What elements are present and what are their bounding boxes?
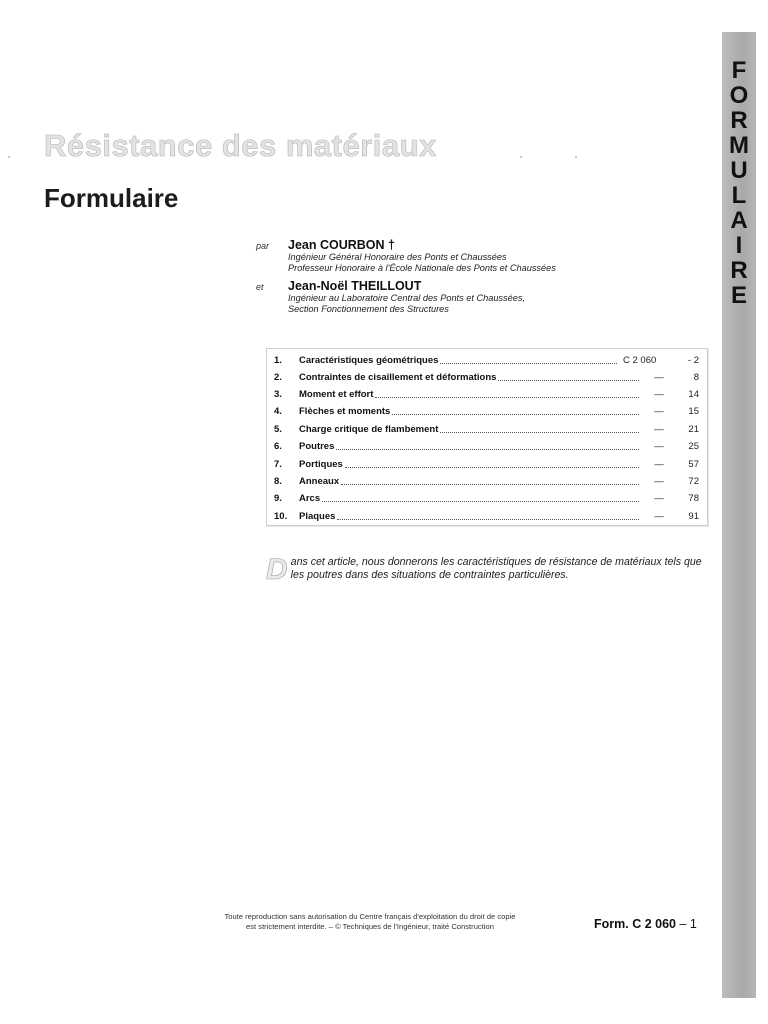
toc-row[interactable] [274, 387, 699, 401]
toc-number: 4. [274, 405, 282, 417]
abstract-paragraph [266, 553, 706, 586]
toc-ref: — [654, 475, 664, 487]
toc-title: Poutres [299, 440, 335, 452]
author-affiliation: Ingénieur Général Honoraire des Ponts et Chaussées [288, 252, 507, 262]
toc-title: Portiques [299, 458, 343, 470]
toc-row[interactable] [274, 353, 699, 367]
side-letter: A [730, 207, 748, 234]
toc-row[interactable] [274, 404, 699, 418]
copyright-line: est strictement interdite. – © Techniques de l'Ingénieur, traité Construction [246, 921, 494, 931]
toc-page: 72 [688, 475, 699, 487]
scan-speck [520, 156, 522, 158]
copyright-notice [180, 912, 560, 931]
toc-leader [337, 518, 639, 520]
toc-row[interactable] [274, 491, 699, 505]
toc-page: 14 [688, 388, 699, 400]
toc-title: Flèches et moments [299, 405, 391, 417]
toc-row[interactable] [274, 509, 699, 523]
form-reference: Form. C 2 060 [594, 917, 676, 931]
table-of-contents [266, 348, 708, 526]
toc-page: 15 [688, 405, 699, 417]
toc-page: 21 [688, 423, 699, 435]
toc-number: 10. [274, 510, 288, 522]
toc-page: 57 [688, 458, 699, 470]
toc-ref: — [654, 371, 664, 383]
side-letter: U [730, 157, 748, 184]
toc-number: 5. [274, 423, 282, 435]
toc-ref: — [654, 440, 664, 452]
page-reference [594, 917, 697, 931]
author-affiliation: Ingénieur au Laboratoire Central des Ponts et Chaussées, [288, 293, 525, 303]
document-title: Résistance des matériaux [44, 128, 437, 163]
side-letter: M [729, 132, 749, 159]
toc-ref: — [654, 510, 664, 522]
toc-page: - 2 [687, 354, 699, 366]
toc-ref: — [654, 388, 664, 400]
side-letter: F [731, 57, 747, 84]
toc-leader [345, 466, 639, 468]
abstract-text: ans cet article, nous donnerons les caractéristiques de résistance de matériaux tels que les poutres dans des situations de contraintes particulières. [290, 556, 702, 581]
toc-leader [336, 448, 639, 450]
toc-ref: — [654, 405, 664, 417]
toc-ref: — [654, 423, 664, 435]
toc-number: 8. [274, 475, 282, 487]
toc-row[interactable] [274, 370, 699, 384]
toc-number: 6. [274, 440, 282, 452]
toc-ref: — [654, 458, 664, 470]
toc-leader [341, 483, 639, 485]
page-number: – 1 [679, 917, 697, 931]
toc-leader [392, 413, 639, 415]
toc-title: Arcs [299, 492, 321, 504]
toc-ref: — [654, 492, 664, 504]
author-affiliation: Section Fonctionnement des Structures [288, 304, 449, 314]
toc-leader [375, 396, 639, 398]
toc-row[interactable] [274, 474, 699, 488]
toc-number: 1. [274, 354, 282, 366]
author-affiliation: Professeur Honoraire à l'École Nationale des Ponts et Chaussées [288, 263, 556, 273]
toc-ref: C 2 060 [623, 354, 657, 366]
toc-page: 8 [693, 371, 699, 383]
toc-row[interactable] [274, 422, 699, 436]
toc-leader [440, 431, 639, 433]
toc-title: Plaques [299, 510, 336, 522]
toc-leader [498, 379, 639, 381]
side-letter: R [730, 107, 748, 134]
toc-row[interactable] [274, 439, 699, 453]
author-prefix: et [256, 282, 264, 292]
toc-leader [322, 500, 639, 502]
scan-speck [575, 156, 577, 158]
toc-leader [440, 362, 617, 364]
toc-title: Caractéristiques géométriques [299, 354, 439, 366]
copyright-line: Toute reproduction sans autorisation du Centre français d'exploitation du droit de copie [224, 912, 516, 921]
toc-row[interactable] [274, 457, 699, 471]
toc-number: 3. [274, 388, 282, 400]
author-name: Jean-Noël THEILLOUT [288, 279, 422, 293]
document-subtitle: Formulaire [44, 183, 179, 213]
toc-title: Moment et effort [299, 388, 374, 400]
toc-page: 91 [688, 510, 699, 522]
side-letter: L [731, 182, 747, 209]
toc-title: Contraintes de cisaillement et déformations [299, 371, 497, 383]
side-band-word [722, 58, 756, 308]
author-name: Jean COURBON † [288, 238, 395, 252]
toc-page: 25 [688, 440, 699, 452]
toc-number: 2. [274, 371, 282, 383]
author-prefix: par [256, 241, 270, 251]
toc-number: 9. [274, 492, 282, 504]
drop-cap: D [266, 553, 288, 586]
toc-number: 7. [274, 458, 282, 470]
scan-speck [8, 156, 10, 158]
side-letter: O [729, 82, 749, 109]
toc-title: Charge critique de flambement [299, 423, 439, 435]
toc-title: Anneaux [299, 475, 340, 487]
side-letter: E [730, 282, 747, 309]
author-block [256, 238, 696, 274]
author-block [256, 279, 696, 315]
toc-page: 78 [688, 492, 699, 504]
side-letter: I [735, 232, 743, 259]
side-letter: R [730, 257, 748, 284]
